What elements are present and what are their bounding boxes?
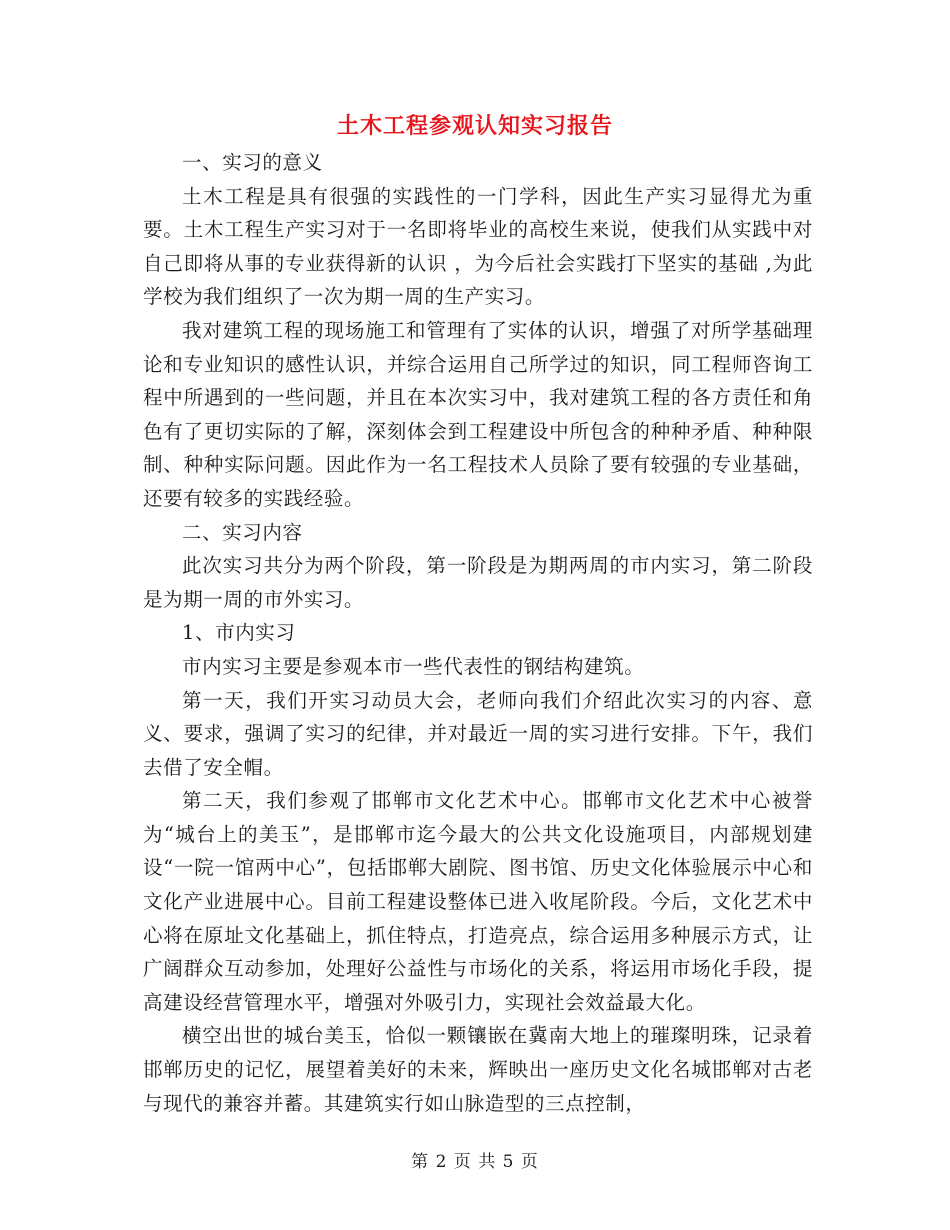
- paragraph: 市内实习主要是参观本市一些代表性的钢结构建筑。: [182, 654, 645, 678]
- paragraph: 我对建筑工程的现场施工和管理有了实体的认识，增强了对所学基础理论和专业知识的感性认识，并综合运用自己所学过的知识，同工程师咨询工程中所遇到的一些问题，并且在本次实习中，我对建筑工程的各方责任和角色有了更切实际的了解，深刻体会到工程建设中所包含的种种矛盾、种种限制、种种实际问题。因此作为一名工程技术人员除了要有较强的专业基础，还要有较多的实践经验。: [143, 318, 813, 510]
- footer-mid: 页 共: [453, 1152, 497, 1172]
- subsection-heading-city: 1、市内实习: [182, 621, 296, 645]
- paragraph: 第一天，我们开实习动员大会，老师向我们介绍此次实习的内容、意义、要求，强调了实习的纪律，并对最近一周的实习进行安排。下午，我们去借了安全帽。: [143, 688, 813, 779]
- footer-total-pages: 5: [502, 1152, 515, 1172]
- paragraph: 第二天，我们参观了邯郸市文化艺术中心。邯郸市文化艺术中心被誉为“城台上的美玉”，是邯郸市迄今最大的公共文化设施项目，内部规划建设“一院一馆两中心”，包括邯郸大剧院、图书馆、历史文化体验展示中心和文化产业进展中心。目前工程建设整体已进入收尾阶段。今后，文化艺术中心将在原址文化基础上，抓住特点，打造亮点，综合运用多种展示方式，让广阔群众互动参加，处理好公益性与市场化的关系，将运用市场化手段，提高建设经营管理水平，增强对外吸引力，实现社会效益最大化。: [143, 789, 813, 1014]
- section-heading-significance: 一、实习的意义: [182, 151, 323, 174]
- footer-page-number: 2: [435, 1152, 448, 1172]
- section-heading-content: 二、实习内容: [182, 520, 303, 544]
- document-title: 土木工程参观认知实习报告: [336, 113, 613, 139]
- footer-prefix: 第: [411, 1152, 430, 1172]
- paragraph: 土木工程是具有很强的实践性的一门学科，因此生产实习显得尤为重要。土木工程生产实习对于一名即将毕业的高校生来说，使我们从实践中对自己即将从事的专业获得新的认识 ，为今后社会实践打下坚实的基础 ,为此学校为我们组织了一次为期一周的生产实习。: [143, 184, 813, 309]
- document-body: [143, 146, 813, 1120]
- page-footer: [0, 1150, 950, 1174]
- paragraph: 此次实习共分为两个阶段，第一阶段是为期两周的市内实习，第二阶段是为期一周的市外实习。: [143, 554, 813, 611]
- footer-suffix: 页: [520, 1152, 539, 1172]
- paragraph: 横空出世的城台美玉，恰似一颗镶嵌在冀南大地上的璀璨明珠，记录着邯郸历史的记忆，展望着美好的未来，辉映出一座历史文化名城邯郸对古老与现代的兼容并蓄。其建筑实行如山脉造型的三点控制，: [143, 1024, 813, 1115]
